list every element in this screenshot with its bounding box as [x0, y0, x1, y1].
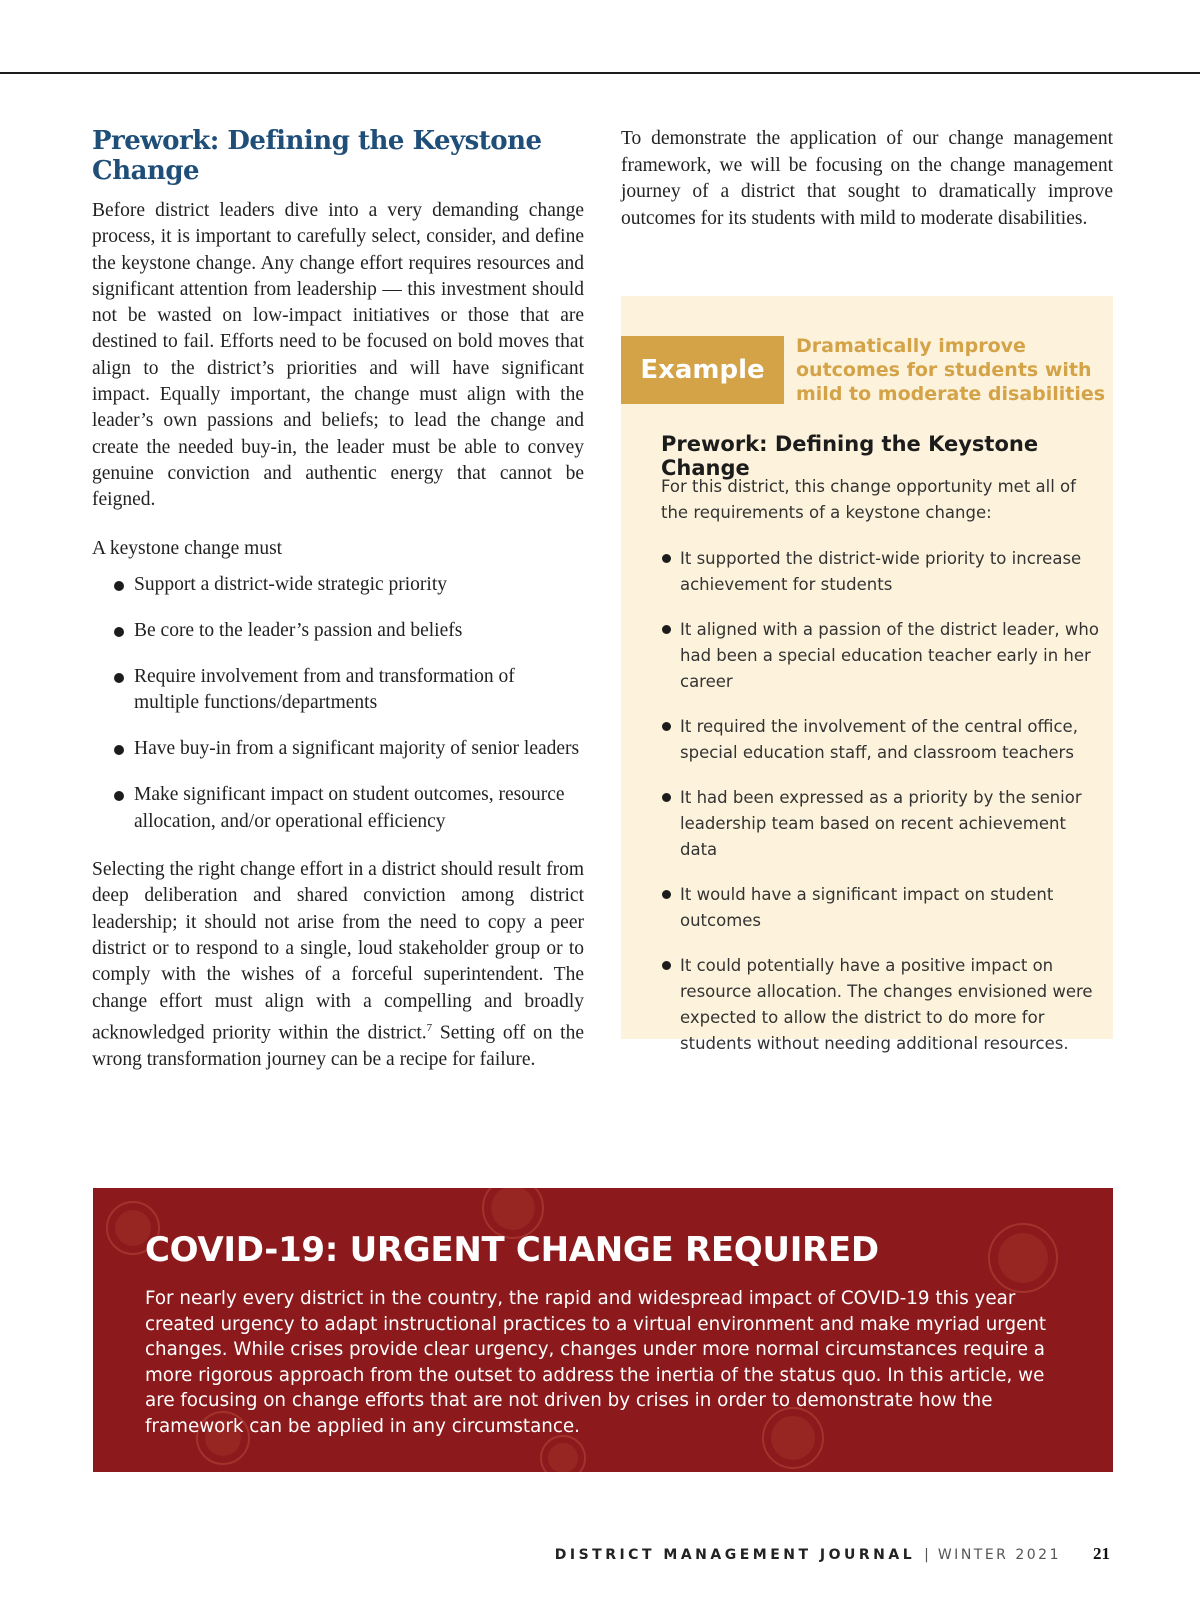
section-heading: Prework: Defining the Keystone Change [92, 126, 542, 186]
covid-text: For nearly every district in the country, the rapid and widespread impact of COVID-19 this year created urgency to adapt instructional practices to a virtual environment and make myriad urgent changes. While crises provide clear urgency, changes under more normal circumstances require a more rigorous approach from the outset to address the inertia of the status quo. In this article, we are focusing on change efforts that are not driven by crises in order to demonstrate how the framework can be applied in any circumstance. [145, 1288, 1047, 1437]
list-item: Have buy-in from a significant majority of senior leaders [112, 736, 584, 763]
journal-name: DISTRICT MANAGEMENT JOURNAL [554, 1547, 916, 1563]
example-intro: For this district, this change opportunity met all of the requirements of a keystone change: [661, 477, 1076, 522]
selection-paragraph [92, 857, 584, 1073]
keystone-criteria-list [92, 572, 584, 836]
footnote-marker[interactable]: 7 [426, 1021, 433, 1034]
list-item: It had been expressed as a priority by the senior leadership team based on recent achievement data [661, 785, 1106, 863]
list-item: Make significant impact on student outcomes, resource allocation, and/or operational efficiency [112, 782, 584, 835]
header-rule [0, 72, 1200, 74]
intro-paragraph: Before district leaders dive into a very demanding change process, it is important to carefully select, consider, and define the keystone change. Any change effort requires resources and significant attention from leadership — this investment should not be wasted on low-impact initiatives or those that are destined to fail. Efforts need to be focused on bold moves that align to the district’s priorities and will have significant impact. Equally important, the change must align with the leader’s own passions and beliefs; to lead the change and create the needed buy-in, the leader must be able to convey genuine conviction and authentic energy that cannot be feigned. [92, 200, 584, 511]
selection-text: Selecting the right change effort in a district should result from deep deliberation and shared conviction among district leadership; it should not arise from the need to copy a peer district or to respond to a single, loud stakeholder group or to comply with the wishes of a forceful superintendent. The change effort must align with a compelling and broadly acknowledged priority within the district. [92, 859, 584, 1044]
example-callout [621, 296, 1113, 1053]
footer-separator: | [924, 1547, 929, 1563]
list-item: It could potentially have a positive impact on resource allocation. The changes envisioned were expected to allow the district to do more for students without needing additional resources. [661, 953, 1106, 1057]
list-item: Be core to the leader’s passion and beliefs [112, 618, 584, 645]
keystone-lead: A keystone change must [92, 537, 283, 559]
covid-callout [93, 1188, 1113, 1472]
example-requirements-list [661, 546, 1106, 1076]
list-item: It required the involvement of the central office, special education staff, and classroom teachers [661, 714, 1106, 766]
list-item: It aligned with a passion of the district leader, who had been a special education teacher early in her career [661, 617, 1106, 695]
selection-text-end: Setting off on the wrong transformation journey can be a recipe for failure. [92, 1022, 584, 1070]
issue-season: WINTER 2021 [937, 1547, 1061, 1563]
right-intro-paragraph: To demonstrate the application of our change management framework, we will be focusing on the change management journey of a district that sought to dramatically improve outcomes for its students with mild to moderate disabilities. [621, 128, 1113, 229]
list-item: It supported the district-wide priority to increase achievement for students [661, 546, 1106, 598]
example-subtitle: Dramatically improve outcomes for students with mild to moderate disabilities [796, 335, 1106, 405]
page-footer [555, 1544, 1110, 1564]
page-number: 21 [1093, 1544, 1110, 1563]
example-heading: Prework: Defining the Keystone Change [661, 432, 1039, 480]
left-column [92, 126, 584, 1073]
covid-title: COVID-19: URGENT CHANGE REQUIRED [145, 1230, 879, 1270]
list-item: It would have a significant impact on student outcomes [661, 882, 1106, 934]
list-item: Require involvement from and transformation of multiple functions/departments [112, 664, 584, 717]
example-tag: Example [621, 336, 784, 404]
list-item: Support a district-wide strategic priority [112, 572, 584, 599]
